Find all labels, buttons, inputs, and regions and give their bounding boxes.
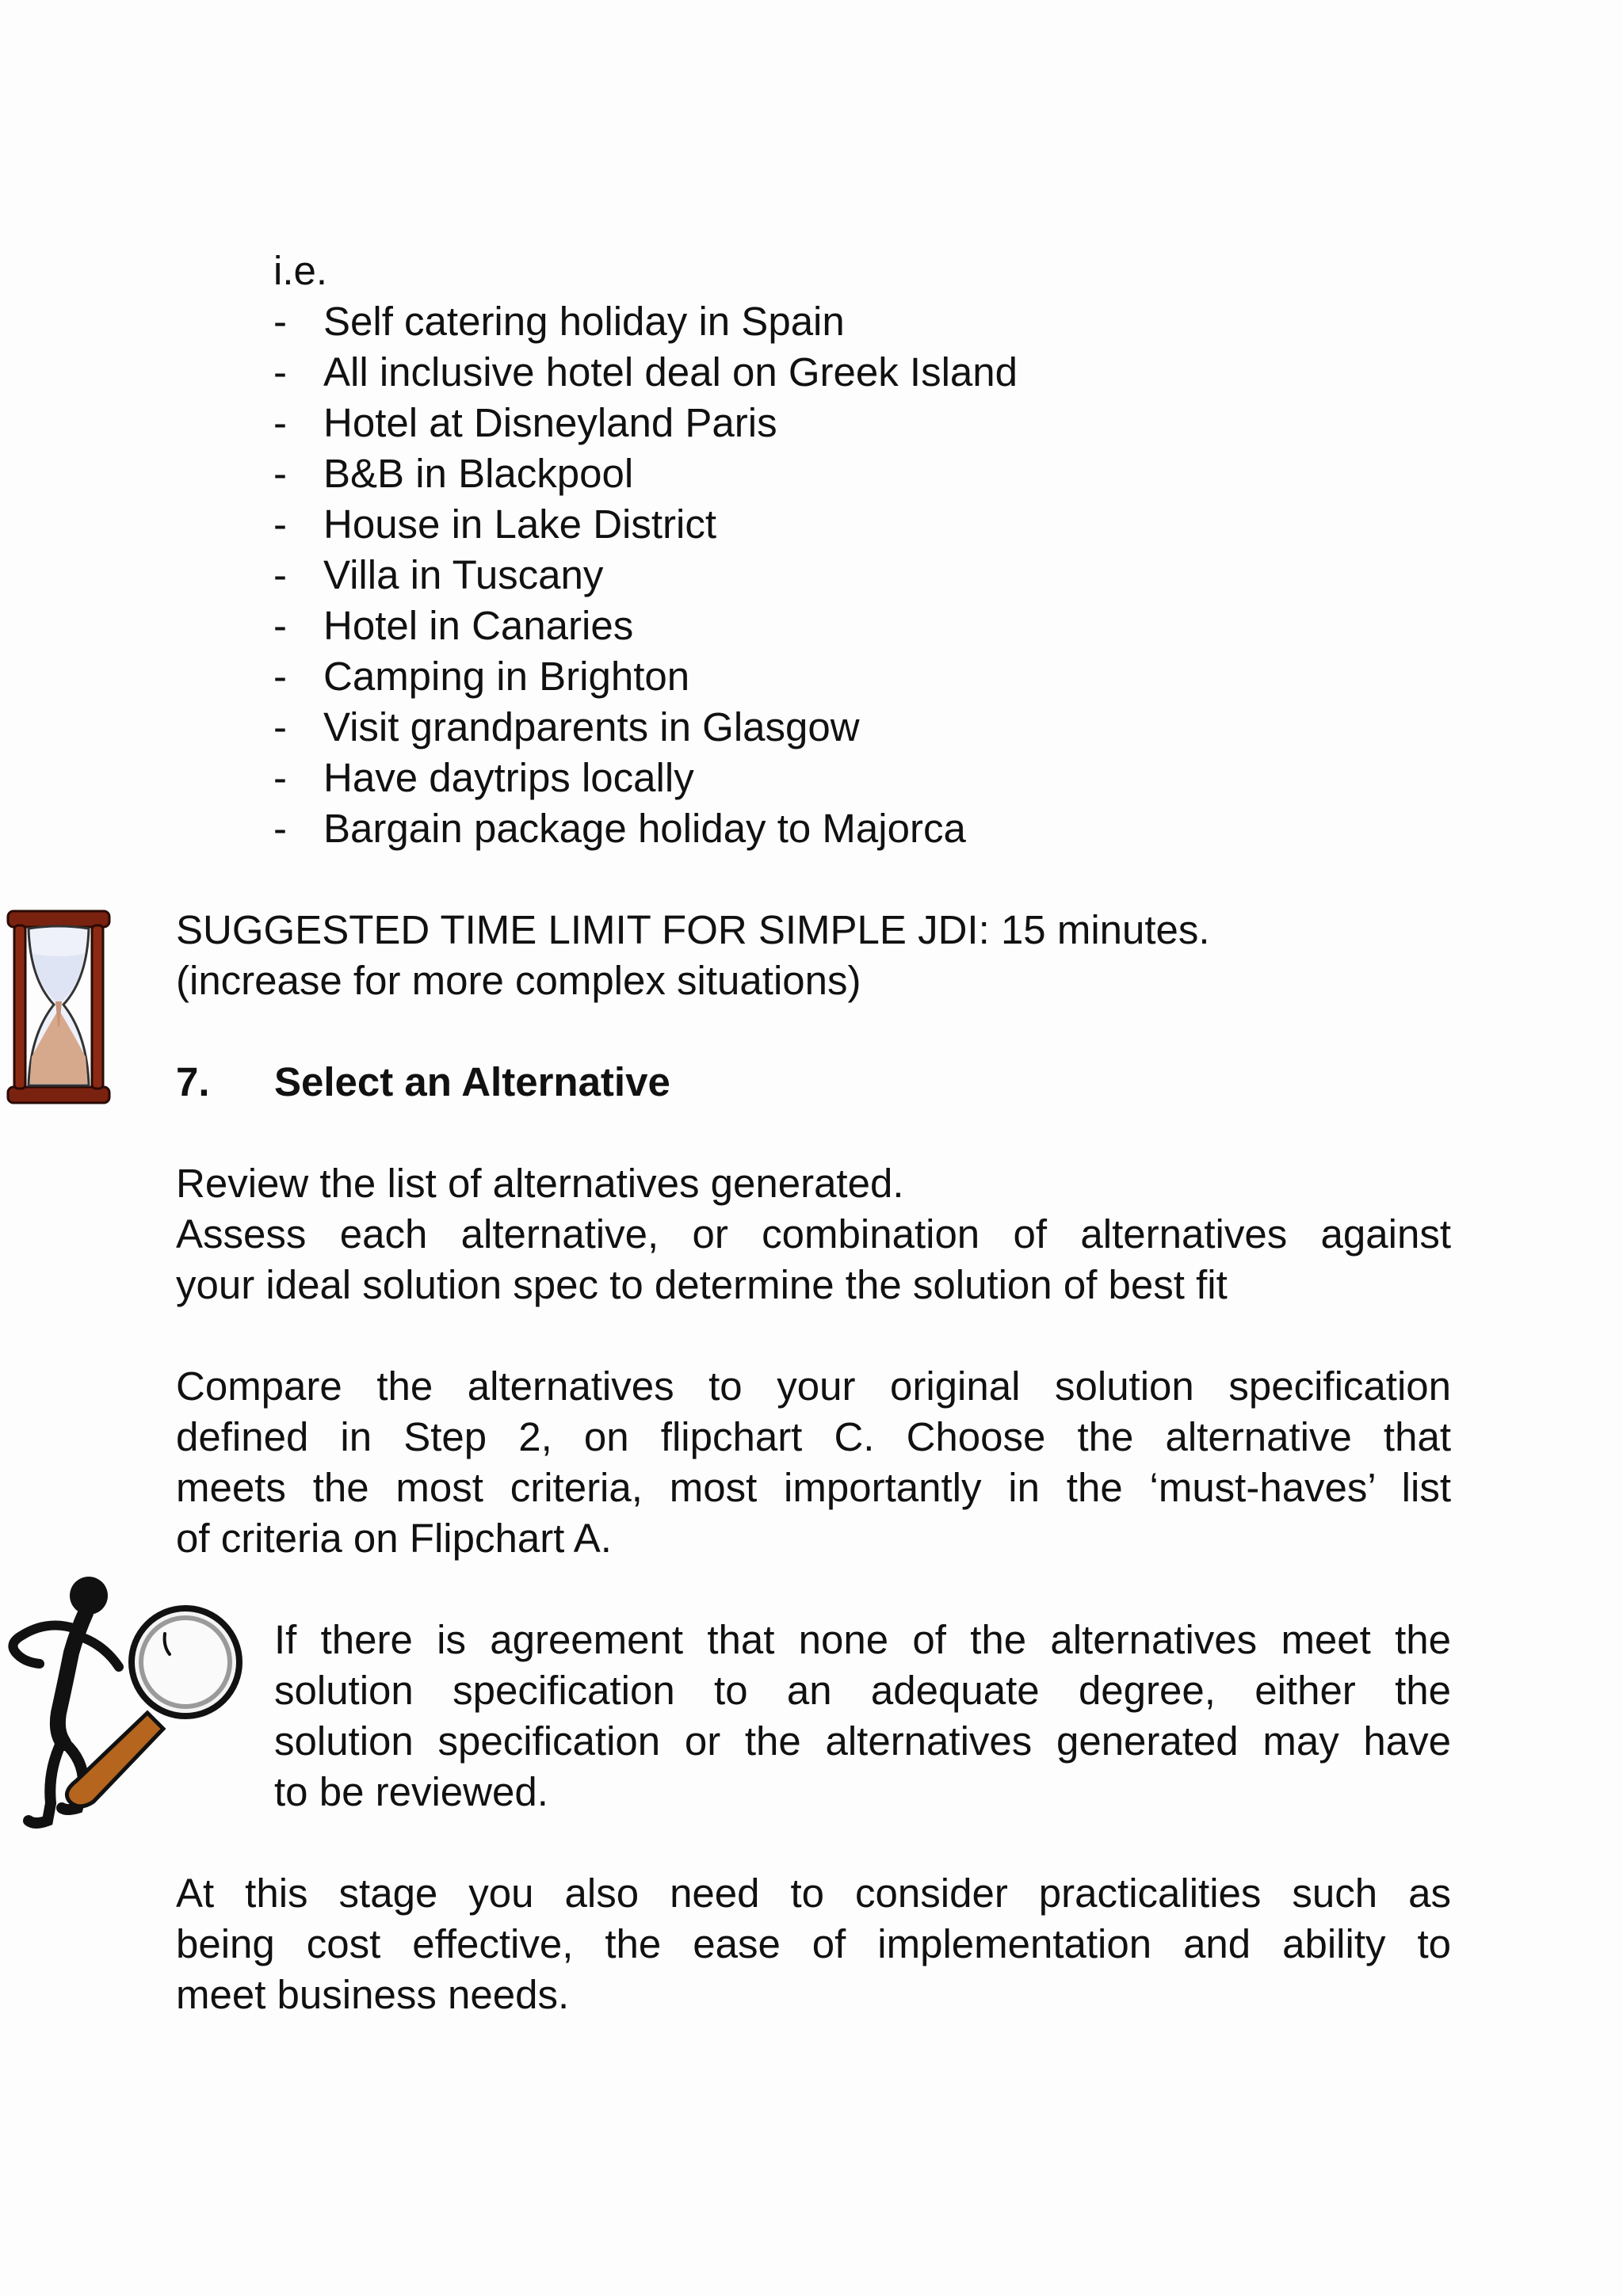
list-dash: - [273, 299, 287, 344]
list-dash: - [273, 349, 287, 395]
compare-line-4: of criteria on Flipchart A. [176, 1516, 612, 1561]
list-dash: - [273, 654, 287, 699]
compare-line-3: meets the most criteria, most importantly in the ‘must-haves’ list [176, 1465, 1451, 1510]
time-limit-line: SUGGESTED TIME LIMIT FOR SIMPLE JDI: 15 minutes. [176, 907, 1210, 952]
section-title: Select an Alternative [274, 1059, 670, 1104]
list-dash: - [273, 755, 287, 800]
section-number: 7. [176, 1059, 210, 1104]
list-dash: - [273, 400, 287, 445]
agreement-line-4: to be reviewed. [274, 1769, 548, 1814]
section-heading [176, 1057, 968, 1108]
agreement-line-3: solution specification or the alternatives generated may have [274, 1718, 1451, 1764]
practicalities-line-2: being cost effective, the ease of implementation and ability to [176, 1921, 1451, 1966]
review-line-1: Review the list of alternatives generated. [176, 1161, 904, 1206]
agreement-line-2: solution specification to an adequate degree, either the [274, 1668, 1451, 1713]
magnifying-glass-figure-icon [0, 1573, 247, 1832]
list-item-text: Hotel in Canaries [323, 603, 634, 648]
list-item-text: Hotel at Disneyland Paris [323, 400, 777, 445]
list-dash: - [273, 806, 287, 851]
list-item-text: Self catering holiday in Spain [323, 299, 845, 344]
compare-line-1: Compare the alternatives to your original solution specification [176, 1363, 1451, 1409]
list-item-text: All inclusive hotel deal on Greek Island [323, 349, 1018, 395]
list-dash: - [273, 603, 287, 648]
practicalities-line-3: meet business needs. [176, 1972, 570, 2017]
list-dash: - [273, 451, 287, 496]
time-limit-note: (increase for more complex situations) [176, 958, 861, 1003]
list-item-text: Visit grandparents in Glasgow [323, 704, 860, 749]
agreement-line-1: If there is agreement that none of the alternatives meet the [274, 1617, 1451, 1662]
list-dash: - [273, 704, 287, 749]
list-item-text: Villa in Tuscany [323, 552, 604, 597]
list-dash: - [273, 502, 287, 547]
compare-line-2: defined in Step 2, on flipchart C. Choose the alternative that [176, 1414, 1451, 1459]
list-intro: i.e. [273, 248, 328, 293]
practicalities-line-1: At this stage you also need to consider practicalities such as [176, 1871, 1451, 1916]
hourglass-icon [5, 908, 113, 1106]
list-dash: - [273, 552, 287, 597]
list-item-text: Camping in Brighton [323, 654, 690, 699]
review-line-2: Assess each alternative, or combination of alternatives against [176, 1211, 1451, 1257]
list-item-text: House in Lake District [323, 502, 717, 547]
list-item-text: Bargain package holiday to Majorca [323, 806, 966, 851]
list-item-text: B&B in Blackpool [323, 451, 634, 496]
list-item-text: Have daytrips locally [323, 755, 694, 800]
review-line-3: your ideal solution spec to determine the solution of best fit [176, 1262, 1228, 1307]
